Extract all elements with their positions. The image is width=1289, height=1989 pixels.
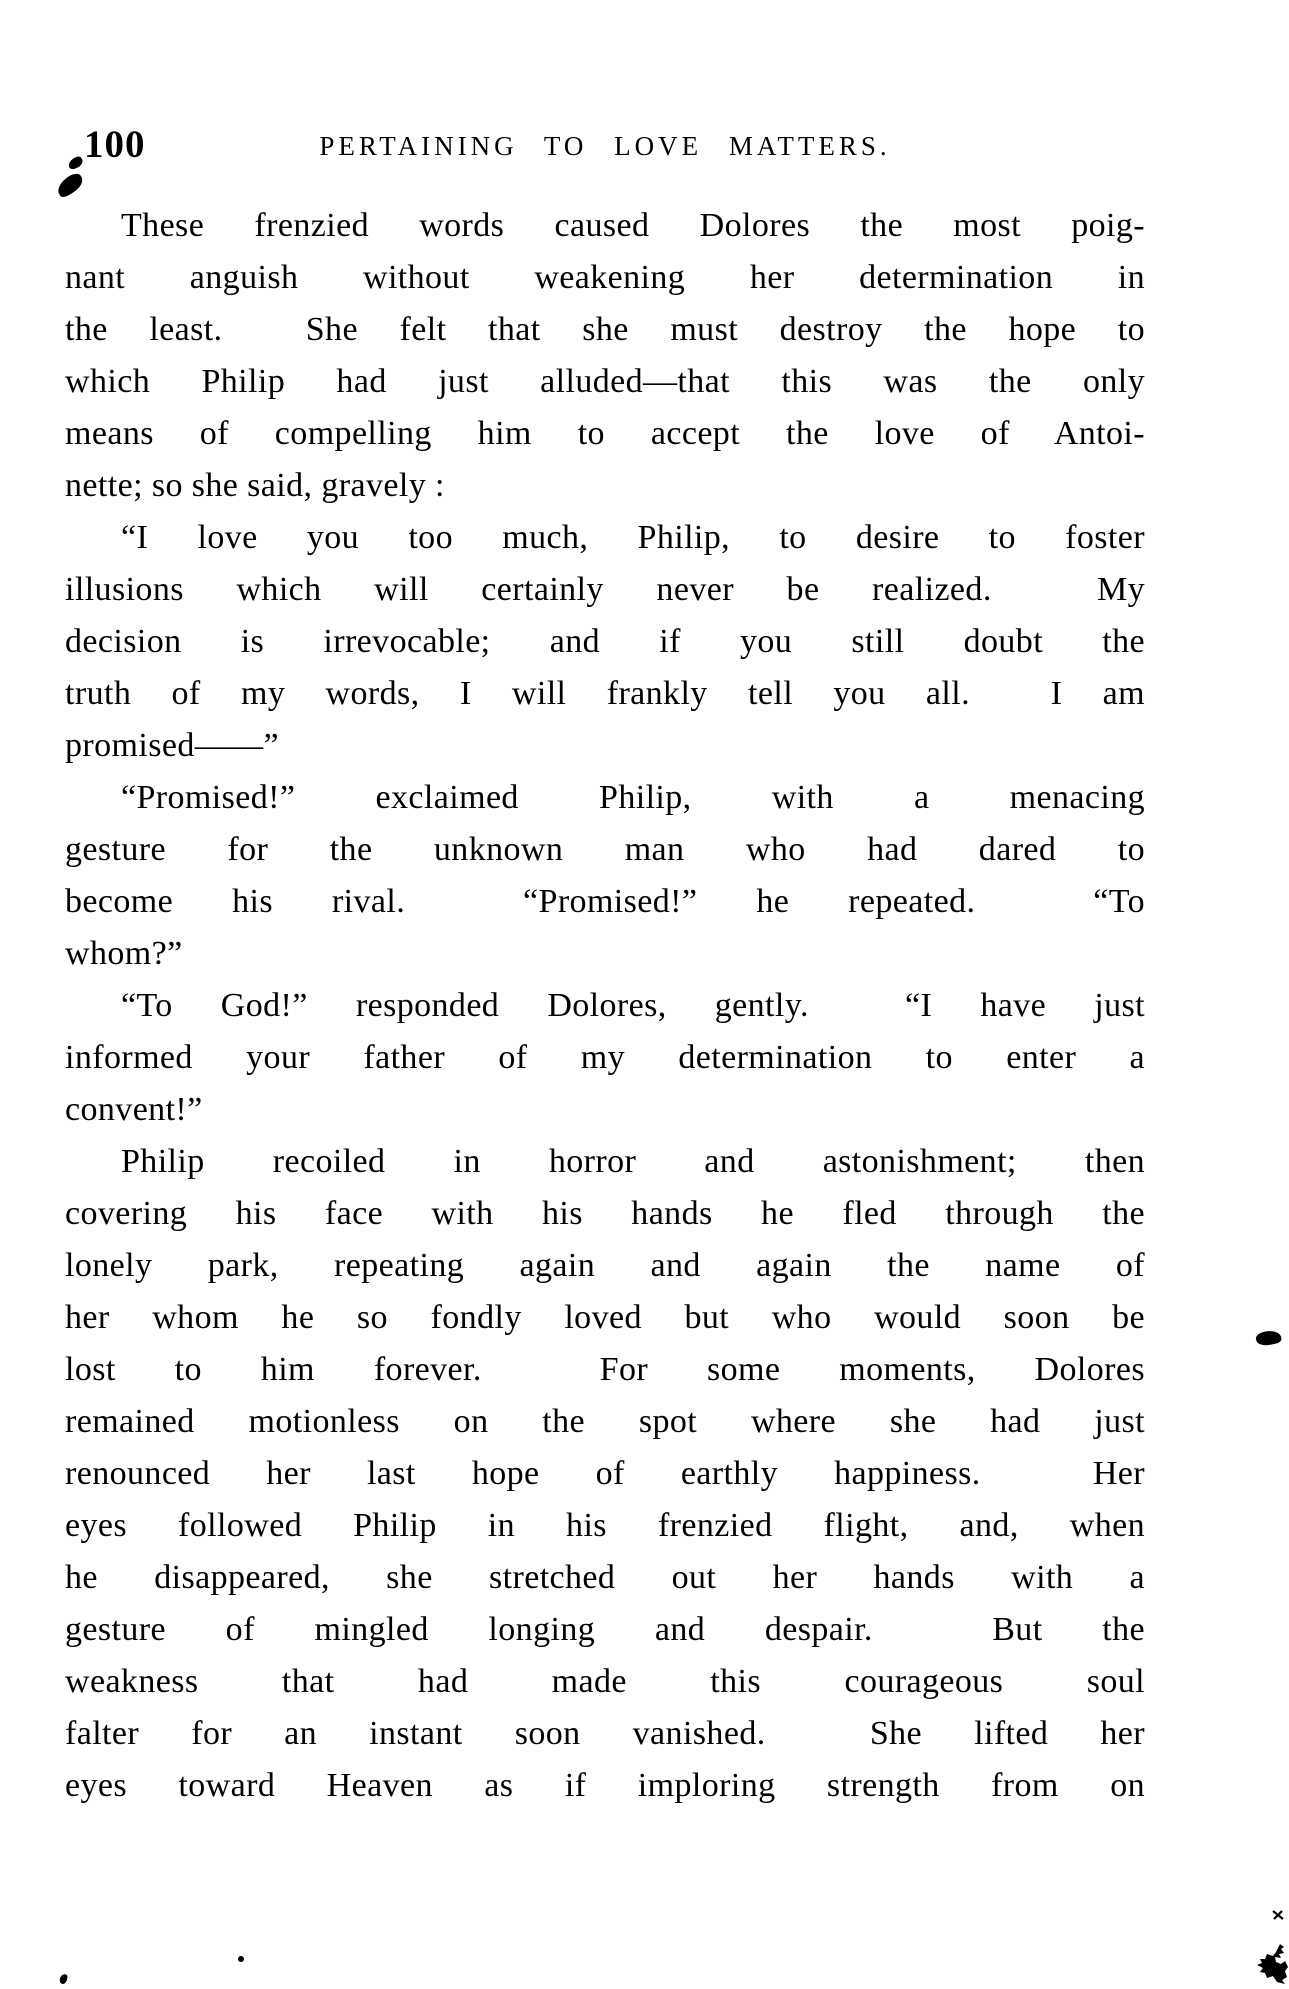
text-line: “To God!” responded Dolores, gently. “I have just [121, 987, 1145, 1024]
paragraph [65, 1136, 1145, 1812]
text-line: lost to him forever. For some moments, Dolores [65, 1351, 1145, 1388]
text-line: which Philip had just alluded—that this was the only [65, 363, 1145, 400]
running-header: PERTAINING TO LOVE MATTERS. [319, 131, 891, 161]
ink-blot [1255, 1329, 1282, 1348]
text-line: gesture for the unknown man who had dared to [65, 831, 1145, 868]
text-line: decision is irrevocable; and if you still doubt the [65, 623, 1145, 660]
ink-blot [54, 171, 86, 199]
text-line: remained motionless on the spot where she had just [65, 1403, 1145, 1440]
text-line: These frenzied words caused Dolores the most poig- [121, 207, 1145, 244]
text-line: illusions which will certainly never be realized. My [65, 571, 1145, 608]
text-line: weakness that had made this courageous soul [65, 1663, 1145, 1700]
text-line: nant anguish without weakening her determination in [65, 259, 1145, 296]
page-number: 100 [84, 123, 146, 166]
text-line: truth of my words, I will frankly tell you all. I am [65, 675, 1145, 712]
text-line: lonely park, repeating again and again the name of [65, 1247, 1145, 1284]
text-line: means of compelling him to accept the love of Antoi- [65, 415, 1145, 452]
text-line: whom?” [65, 935, 183, 972]
ink-dot [238, 1956, 244, 1962]
text-line: falter for an instant soon vanished. She lifted her [65, 1715, 1145, 1752]
paragraph [65, 512, 1145, 772]
ink-speck [59, 1973, 69, 1985]
body-text [65, 200, 1145, 1812]
text-line: promised——” [65, 727, 280, 764]
text-line: gesture of mingled longing and despair. But the [65, 1611, 1145, 1648]
ink-speck [1272, 1910, 1284, 1920]
paragraph [65, 980, 1145, 1136]
text-line: become his rival. “Promised!” he repeated. “To [65, 883, 1145, 920]
paragraph [65, 772, 1145, 980]
text-line: eyes toward Heaven as if imploring strength from on [65, 1767, 1145, 1804]
text-line: the least. She felt that she must destroy the hope to [65, 311, 1145, 348]
ink-scribble [1256, 1942, 1289, 1984]
text-line: “I love you too much, Philip, to desire to foster [121, 519, 1145, 556]
text-line: convent!” [65, 1091, 203, 1128]
text-line: her whom he so fondly loved but who would soon be [65, 1299, 1145, 1336]
text-line: covering his face with his hands he fled through the [65, 1195, 1145, 1232]
text-line: eyes followed Philip in his frenzied flight, and, when [65, 1507, 1145, 1544]
text-line: informed your father of my determination to enter a [65, 1039, 1145, 1076]
paragraph [65, 200, 1145, 512]
text-line: nette; so she said, gravely : [65, 467, 445, 504]
text-line: renounced her last hope of earthly happiness. Her [65, 1455, 1145, 1492]
text-line: he disappeared, she stretched out her hands with a [65, 1559, 1145, 1596]
text-line: “Promised!” exclaimed Philip, with a menacing [121, 779, 1145, 816]
text-line: Philip recoiled in horror and astonishment; then [121, 1143, 1145, 1180]
